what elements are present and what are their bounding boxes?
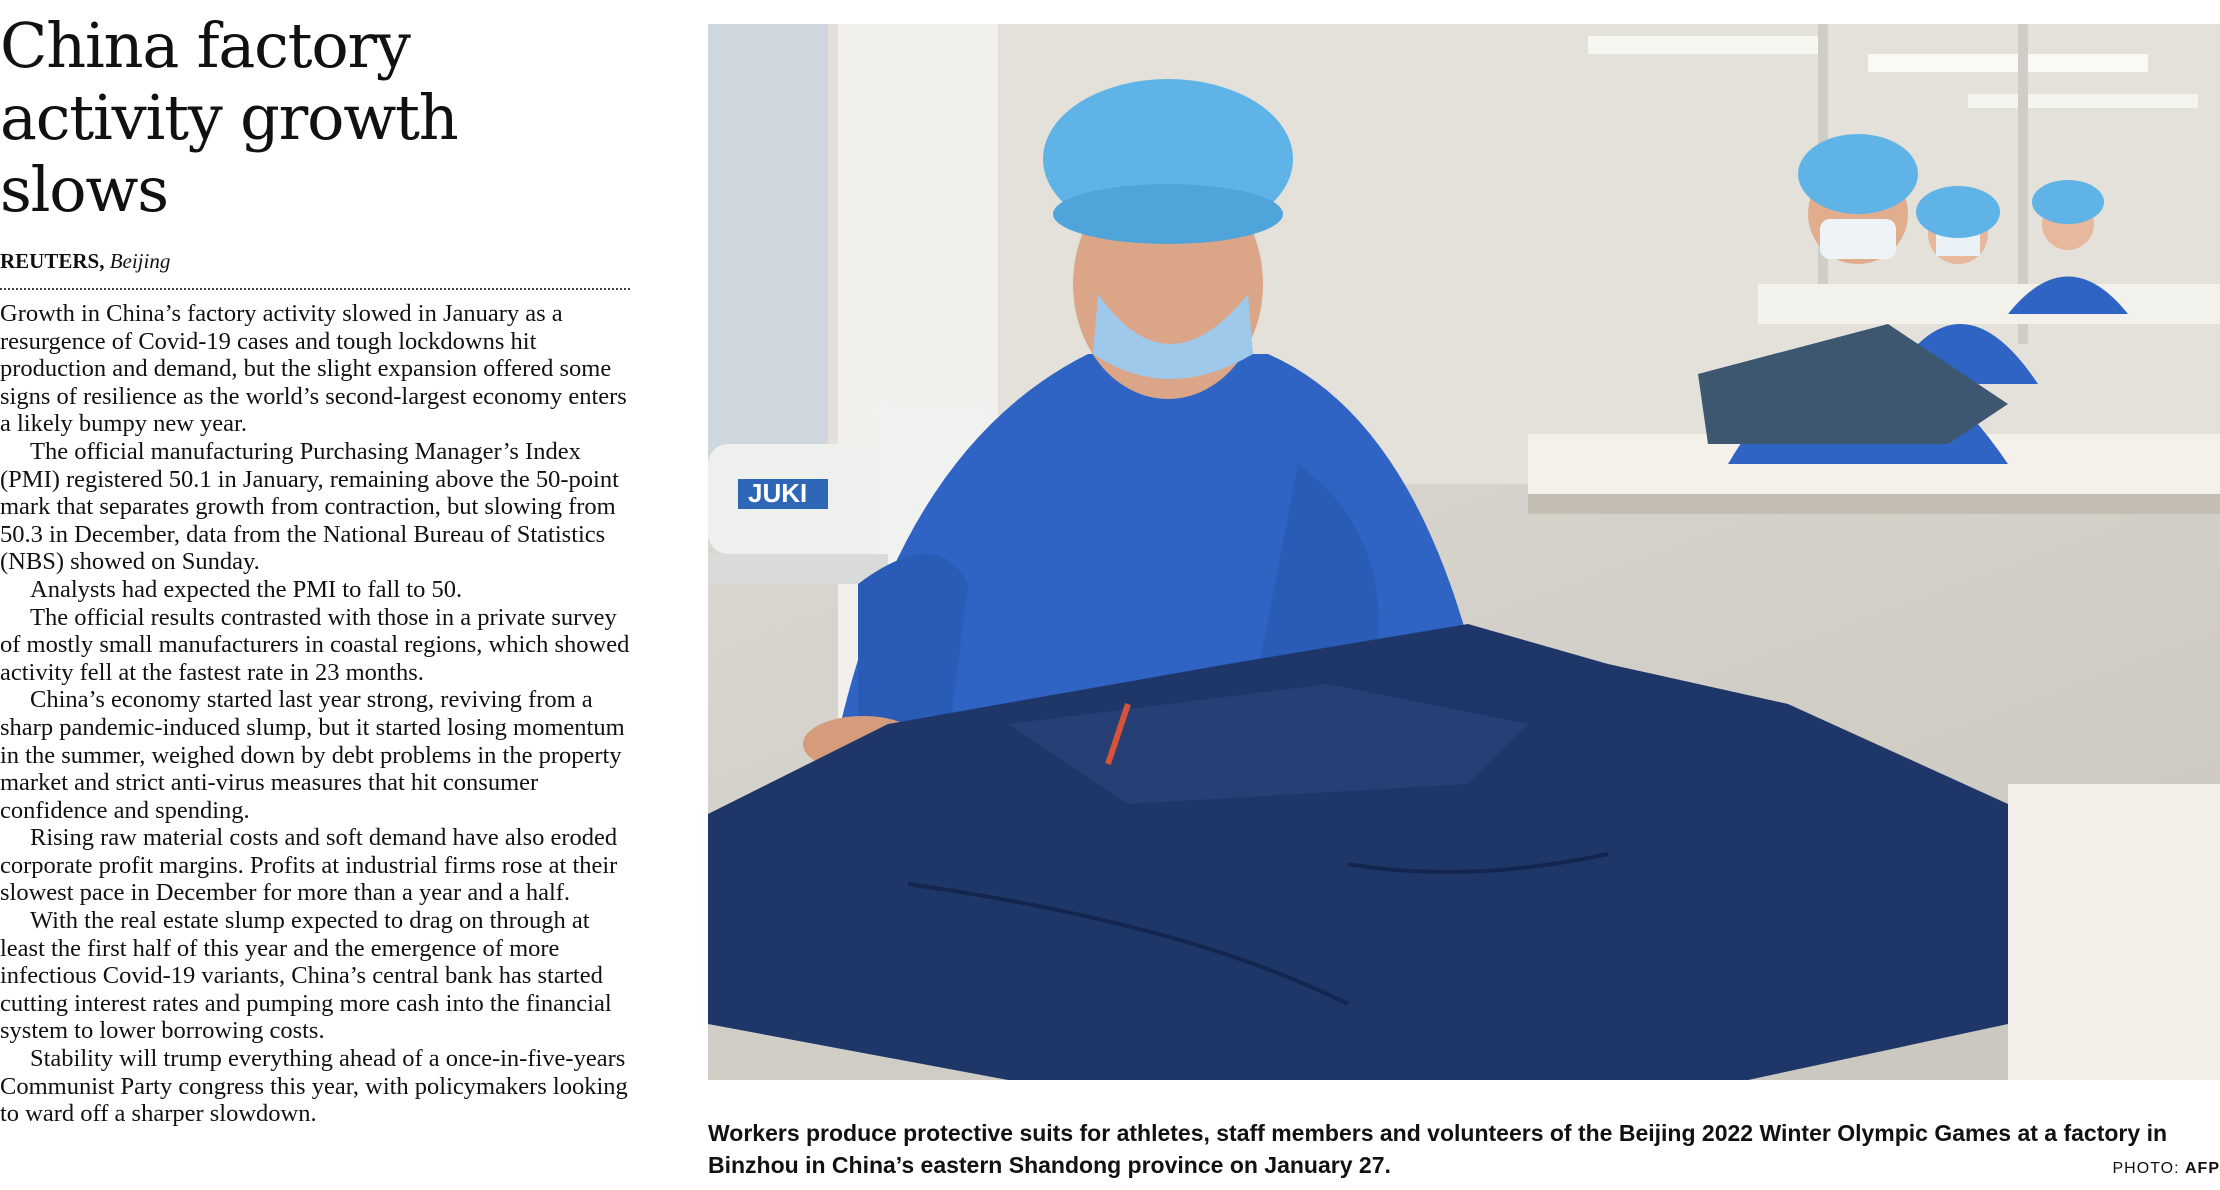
paragraph: With the real estate slump expected to drag on through at least the first half of this year and the emergence of more infectious Covid-19 variants, China’s central bank has started cutting interest rates and pumping more cash into the financial system to lower borrowing costs. <box>0 907 612 1045</box>
paragraph: Analysts had expected the PMI to fall to 50. <box>30 575 463 603</box>
paragraph: Growth in China’s factory activity slowed in January as a resurgence of Covid-19 cases and tough lockdowns hit production and demand, but the slight expansion offered some signs of resilience as the world’s second-largest economy enters a likely bumpy new year. <box>0 300 627 438</box>
factory-illustration <box>708 24 2220 1080</box>
paragraph: China’s economy started last year strong, reviving from a sharp pandemic-induced slump, but it started losing momentum in the summer, weighed down by debt problems in the property market and strict anti-virus measures that hit consumer confidence and spending. <box>0 686 625 824</box>
paragraph: Rising raw material costs and soft demand have also eroded corporate profit margins. Profits at industrial firms rose at their slowest pace in December for more than a year and a half. <box>0 824 618 907</box>
paragraph: The official manufacturing Purchasing Manager’s Index (PMI) registered 50.1 in January, remaining above the 50-point mark that separates growth from contraction, but slowing from 50.3 in December, data from the National Bureau of Statistics (NBS) showed on Sunday. <box>0 437 619 576</box>
machine-brand-label: JUKI <box>748 478 808 508</box>
byline <box>0 248 630 290</box>
news-photo <box>708 24 2220 1080</box>
credit-agency: AFP <box>2185 1160 2220 1177</box>
paragraph: Stability will trump everything ahead of a once-in-five-years Communist Party congress this year, with policymakers looking to ward off a sharper slowdown. <box>0 1045 628 1128</box>
article <box>0 10 630 1128</box>
credit-label: PHOTO: <box>2112 1160 2180 1177</box>
byline-place: Beijing <box>109 249 171 273</box>
paragraph: The official results contrasted with those in a private survey of mostly small manufacturers in coastal regions, which showed activity fell at the fastest rate in 23 months. <box>0 603 630 686</box>
photo-caption: Workers produce protective suits for athletes, staff members and volunteers of the Beijing 2022 Winter Olympic Games at a factory in Binzhou in China’s eastern Shandong province on January 27. <box>708 1120 2168 1178</box>
photo-credit <box>2113 1160 2220 1178</box>
headline: China factory activity growth slows <box>0 9 458 226</box>
article-body <box>0 300 630 1128</box>
byline-agency: REUTERS, <box>0 249 105 273</box>
